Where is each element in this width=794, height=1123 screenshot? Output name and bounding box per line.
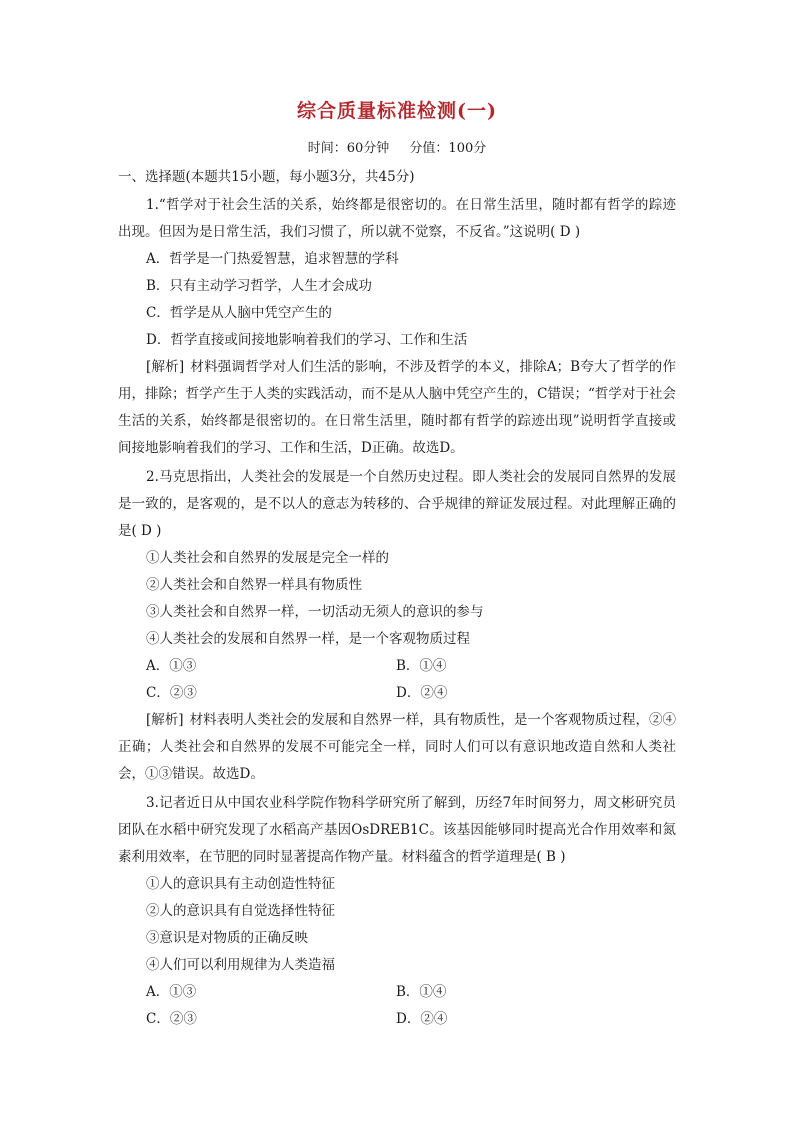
- statement-2: ②人的意识具有自觉选择性特征: [146, 903, 335, 919]
- choice-a: A．①③: [146, 984, 197, 1000]
- total-score: 分值：100分: [409, 141, 487, 156]
- question-3: [118, 790, 676, 1033]
- option-b: B．只有主动学习哲学，人生才会成功: [146, 278, 372, 294]
- statement-4: ④人们可以利用规律为人类造福: [146, 957, 335, 973]
- question-2: [118, 464, 676, 788]
- choice-b: B．①④: [396, 658, 447, 674]
- analysis-tag: [解析]: [146, 359, 185, 375]
- statement-2: ②人类社会和自然界一样具有物质性: [146, 577, 362, 593]
- statement-1: ①人类社会和自然界的发展是完全一样的: [146, 550, 389, 566]
- statement-1: ①人的意识具有主动创造性特征: [146, 876, 335, 892]
- choice-row: [118, 653, 676, 680]
- choice-c: C．②③: [146, 685, 197, 701]
- exam-meta: [118, 137, 676, 156]
- choice-c: C．②③: [146, 1011, 197, 1027]
- analysis: [118, 707, 676, 788]
- choice-d: D．②④: [396, 1011, 448, 1027]
- analysis-tag: [解析]: [146, 712, 184, 728]
- option-a: A．哲学是一门热爱智慧，追求智慧的学科: [146, 251, 399, 267]
- option-c: C．哲学是从人脑中凭空产生的: [146, 305, 332, 321]
- choice-row: [118, 1006, 676, 1033]
- choice-a: A．①③: [146, 658, 197, 674]
- choice-row: [118, 680, 676, 707]
- analysis: [118, 354, 676, 462]
- question-1: [118, 192, 676, 462]
- choice-b: B．①④: [396, 984, 447, 1000]
- question-stem: 3.记者近日从中国农业科学院作物科学研究所了解到，历经7年时间努力，周文彬研究员团队在水稻中研究发现了水稻高产基因OsDREB1C。该基因能够同时提高光合作用效率和氮素利用效率，在节肥的同时显著提高作物产量。材料蕴含的哲学道理是( B ): [118, 795, 676, 865]
- section-heading: 一、选择题(本题共15小题，每小题3分，共45分): [118, 169, 415, 185]
- document-title: 综合质量标准检测(一): [297, 100, 497, 122]
- question-stem: 2.马克思指出，人类社会的发展是一个自然历史过程。即人类社会的发展同自然界的发展是一致的，是客观的，是不以人的意志为转移的、合乎规律的辩证发展过程。对此理解正确的是( D ): [118, 469, 676, 539]
- option-d: D．哲学直接或间接地影响着我们的学习、工作和生活: [146, 332, 468, 348]
- choice-d: D．②④: [396, 685, 448, 701]
- statement-3: ③意识是对物质的正确反映: [146, 930, 308, 946]
- question-stem: 1.“哲学对于社会生活的关系，始终都是很密切的。在日常生活里，随时都有哲学的踪迹出现。但因为是日常生活，我们习惯了，所以就不觉察，不反省。”这说明( D ): [118, 197, 676, 240]
- time-limit: 时间：60分钟: [307, 141, 390, 156]
- statement-4: ④人类社会的发展和自然界一样，是一个客观物质过程: [146, 631, 470, 647]
- analysis-text: 材料表明人类社会的发展和自然界一样，具有物质性，是一个客观物质过程，②④正确；人类社会和自然界的发展不可能完全一样，同时人们可以有意识地改造自然和人类社会，①③错误。故选D。: [118, 712, 676, 782]
- analysis-text: 材料强调哲学对人们生活的影响，不涉及哲学的本义，排除A；B夸大了哲学的作用，排除；哲学产生于人类的实践活动，而不是从人脑中凭空产生的，C错误；“哲学对于社会生活的关系，始终都是很密切的。在日常生活里，随时都有哲学的踪迹出现”说明哲学直接或间接地影响着我们的学习、工作和生活，D正确。故选D。: [118, 359, 676, 456]
- choice-row: [118, 979, 676, 1006]
- statement-3: ③人类社会和自然界一样，一切活动无须人的意识的参与: [146, 604, 484, 620]
